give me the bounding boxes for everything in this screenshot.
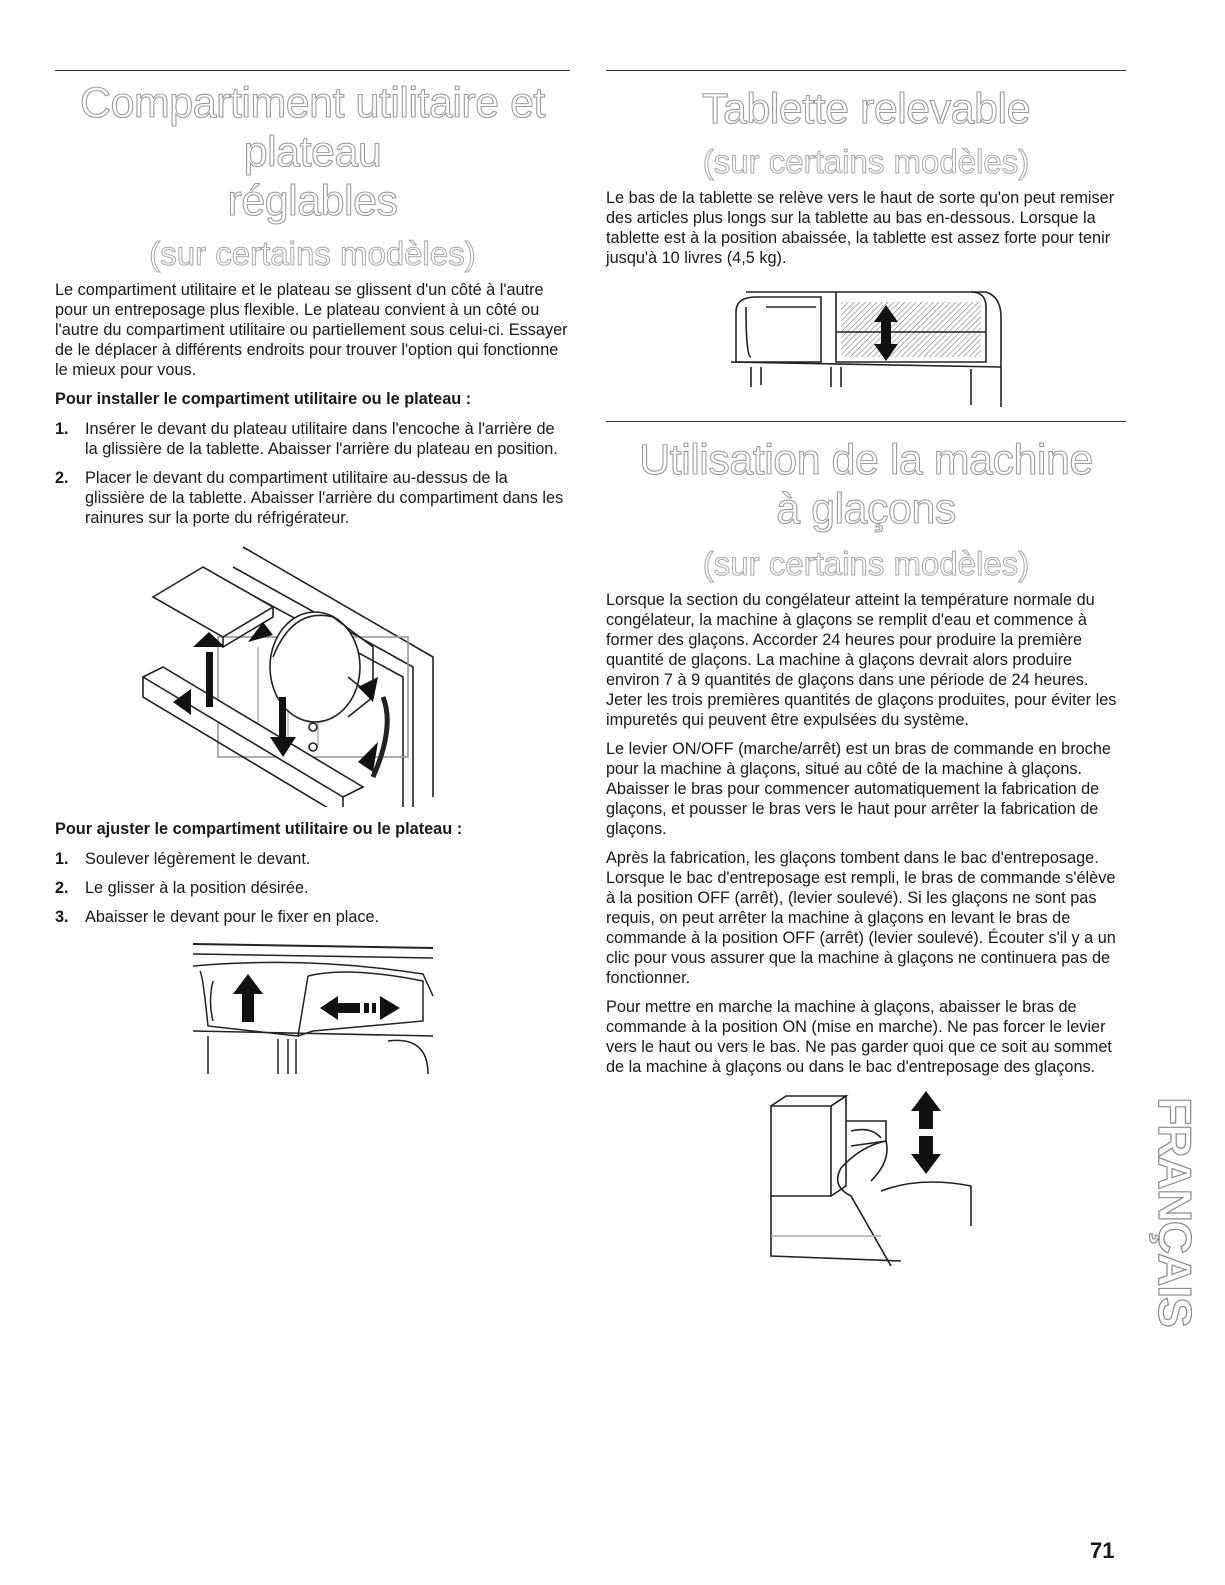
section-subtitle: (sur certains modèles) [149, 235, 476, 272]
utility-bin-install-illustration [133, 537, 493, 807]
shelf-subtitle: (sur certains modèles) [702, 143, 1030, 180]
bin-adjust-illustration [188, 936, 438, 1076]
section-title-line1: Compartiment utilitaire et plateau [80, 79, 545, 176]
language-side-tab [1150, 1082, 1200, 1342]
ice-paragraph-3: Après la fabrication, les glaçons tombent dans le bac d'entreposage. Lorsque le bac d'entreposage est rempli, le bras de commande s'élève à la position OFF (arrêt), (levier soulevé). Si les glaçons ne sont pas requis, on peut arrêter la machine à glaçons en levant le bras de commande à la position OFF (arrêt) (levier soulevé). Écouter s'il y a un clic pour vous assurer que la machine à glaçons ne continuera pas de fonctionner. [606, 849, 1116, 987]
ice-maker-subtitle: (sur certains modèles) [702, 545, 1030, 582]
language-label: FRANÇAIS [1149, 1097, 1202, 1327]
ice-paragraph-2: Le levier ON/OFF (marche/arrêt) est un bras de commande en broche pour la machine à glaçons, situé au côté de la machine à glaçons. Abaisser le bras pour commencer automatiquement la fabrication de glaçons, et pousser le bras vers le haut pour arrêter la fabrication de glaçons. [606, 740, 1111, 838]
step-text: Insérer le devant du plateau utilitaire dans l'encoche à l'arrière de la glissière de la tablette. Abaisser l'arrière du plateau en position. [85, 420, 558, 458]
list-item [55, 878, 570, 898]
step-number: 3. [55, 908, 69, 926]
list-item [55, 468, 570, 528]
list-item [55, 419, 570, 459]
list-item [55, 849, 570, 869]
ice-maker-title-line2: à glaçons [776, 485, 956, 533]
page-number: 71 [1090, 1538, 1115, 1563]
step-text: Le glisser à la position désirée. [85, 879, 309, 897]
install-heading: Pour installer le compartiment utilitaire ou le plateau : [55, 390, 472, 408]
install-steps [55, 419, 570, 528]
section-title-line2: réglables [227, 177, 398, 225]
adjust-heading: Pour ajuster le compartiment utilitaire ou le plateau : [55, 820, 463, 838]
step-text: Placer le devant du compartiment utilitaire au-dessus de la glissière de la tablette. Abaisser l'arrière du compartiment dans les rainures sur la porte du réfrigérateur. [85, 469, 564, 527]
ice-maker-title-line1: Utilisation de la machine [639, 436, 1093, 484]
step-number: 1. [55, 420, 69, 438]
shelf-title: Tablette relevable [701, 85, 1031, 133]
step-number: 2. [55, 469, 69, 487]
ice-paragraph-1: Lorsque la section du congélateur atteint la température normale du congélateur, la machine à glaçons se remplit d'eau et commence à former des glaçons. Accorder 24 heures pour produire la première quantité de glaçons. La machine à glaçons devrait alors produire environ 7 à 9 quantités de glaçons dans une période de 24 heures. Jeter les trois premières quantités de glaçons produites, pour éviter les impuretés qui peuvent être expulsées du système. [606, 591, 1117, 729]
ice-paragraph-4: Pour mettre en marche la machine à glaçons, abaisser le bras de commande à la position ON (mise en marche). Ne pas forcer le levier vers le haut ou vers le bas. Ne pas garder quoi que ce soit au sommet de la machine à glaçons ou dans le bac d'entreposage des glaçons. [606, 998, 1112, 1076]
left-column [55, 70, 570, 1076]
list-item [55, 907, 570, 927]
step-text: Soulever légèrement le devant. [85, 850, 311, 868]
shelf-paragraph: Le bas de la tablette se relève vers le haut de sorte qu'on peut remiser des articles plus longs sur la tablette au bas en-dessous. Lorsque la tablette est à la position abaissée, la tablette est assez forte pour tenir jusqu'à 10 livres (4,5 kg). [606, 189, 1115, 267]
top-rule [606, 70, 1126, 71]
right-column [606, 70, 1126, 1276]
ice-maker-arm-illustration [751, 1086, 981, 1276]
section-rule [606, 421, 1126, 422]
step-number: 1. [55, 850, 69, 868]
top-rule [55, 70, 570, 71]
step-number: 2. [55, 879, 69, 897]
step-text: Abaisser le devant pour le fixer en place. [85, 908, 380, 926]
intro-paragraph: Le compartiment utilitaire et le plateau se glissent d'un côté à l'autre pour un entreposage plus flexible. Le plateau convient à un côté ou l'autre du compartiment utilitaire ou partiellement sous celui-ci. Essayer de le déplacer à différents endroits pour trouver l'option qui fonctionne le mieux pour vous. [55, 281, 568, 379]
adjust-steps [55, 849, 570, 927]
flip-up-shelf-illustration [726, 277, 1006, 407]
